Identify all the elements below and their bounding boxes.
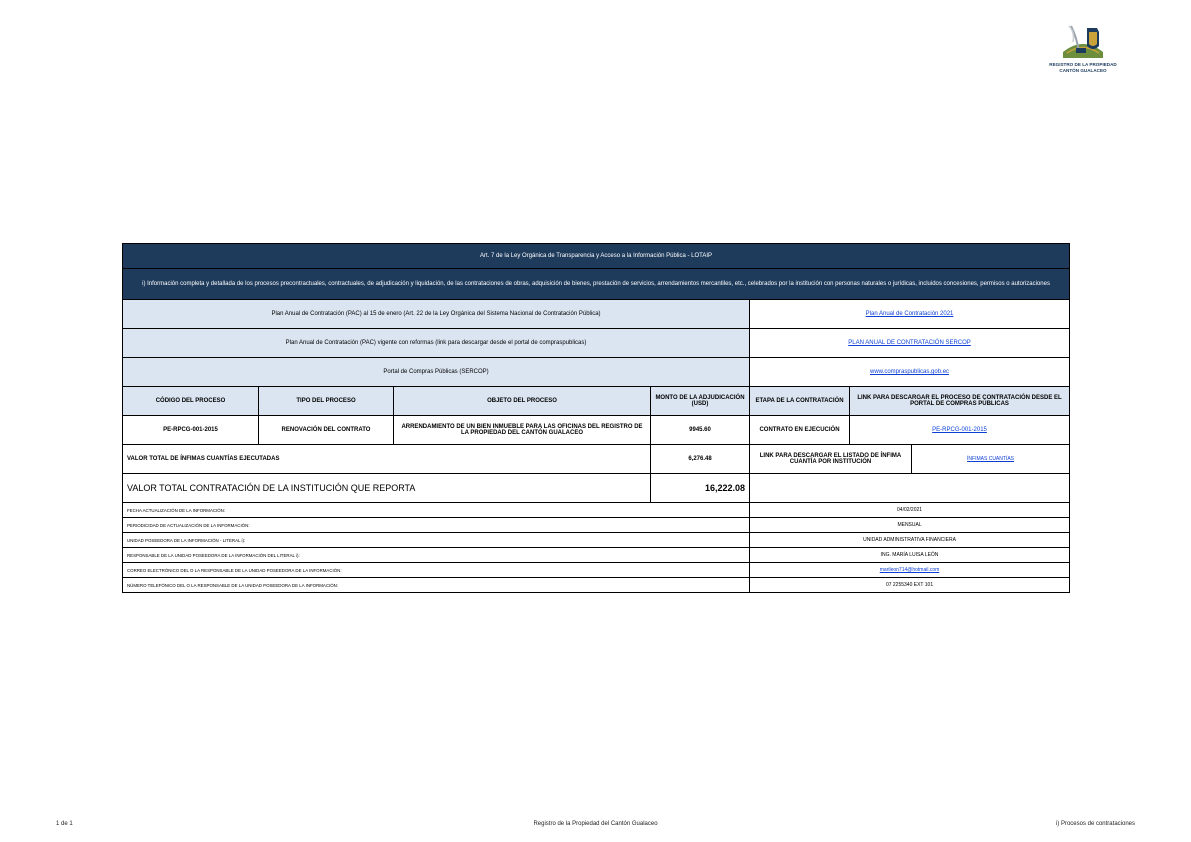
- pac-sercop-link[interactable]: PLAN ANUAL DE CONTRATACIÓN SERCOP: [848, 340, 971, 346]
- pac-label: Plan Anual de Contratación (PAC) al 15 de enero (Art. 22 de la Ley Orgánica del Sistema Nacional de Contratación Pública): [123, 300, 750, 329]
- meta-row: [123, 563, 1070, 578]
- portal-label: Portal de Compras Públicas (SERCOP): [123, 358, 750, 387]
- pac-link[interactable]: Plan Anual de Contratación 2021: [865, 311, 954, 317]
- law-title: Art. 7 de la Ley Orgánica de Transparencia y Acceso a la Información Pública - LOTAIP: [123, 244, 1070, 269]
- col-monto: MONTO DE LA ADJUDICACIÓN (USD): [651, 387, 750, 416]
- portal-cell: [750, 358, 1070, 387]
- pac-reformas-cell: [750, 329, 1070, 358]
- table-row: [123, 416, 1070, 445]
- meta-label-responsable: RESPONSABLE DE LA UNIDAD POSEEDORA DE LA INFORMACIÓN DEL LITERAL i):: [123, 548, 750, 563]
- meta-row: [123, 548, 1070, 563]
- meta-row: [123, 533, 1070, 548]
- total-row: [123, 474, 1070, 503]
- meta-label-fecha: FECHA ACTUALIZACIÓN DE LA INFORMACIÓN:: [123, 503, 750, 518]
- infimas-row: [123, 445, 1070, 474]
- compras-publicas-link[interactable]: www.compraspublicas.gob.ec: [870, 369, 950, 375]
- transparency-table: [122, 243, 1070, 593]
- infimas-link-cell: [912, 445, 1070, 474]
- infimas-link-label: LINK PARA DESCARGAR EL LISTADO DE ÍNFIMA CUANTÍA POR INSTITUCIÓN: [750, 445, 912, 474]
- meta-value-correo-cell: [750, 563, 1070, 578]
- meta-value-responsable: ING. MARÍA LUISA LEÓN: [750, 548, 1070, 563]
- meta-row: [123, 503, 1070, 518]
- meta-label-periodicidad: PERIODICIDAD DE ACTUALIZACIÓN DE LA INFORMACIÓN:: [123, 518, 750, 533]
- footer-section: i) Procesos de contrataciones: [1055, 821, 1135, 827]
- institution-logo: [1048, 22, 1118, 88]
- row-link-cell: [850, 416, 1070, 445]
- pac-cell: [750, 300, 1070, 329]
- email-link[interactable]: marileon714@hotmail.com: [879, 567, 940, 573]
- row-objeto: ARRENDAMIENTO DE UN BIEN INMUEBLE PARA LAS OFICINAS DEL REGISTRO DE LA PROPIEDAD DEL CANTÓN GUALACEO: [394, 416, 651, 445]
- col-link: LINK PARA DESCARGAR EL PROCESO DE CONTRATACIÓN DESDE EL PORTAL DE COMPRAS PÚBLICAS: [850, 387, 1070, 416]
- meta-label-correo: CORREO ELECTRÓNICO DEL O LA RESPONSABLE DE LA UNIDAD POSEEDORA DE LA INFORMACIÓN:: [123, 563, 750, 578]
- meta-value-unidad: UNIDAD ADMINISTRATIVA FINANCIERA: [750, 533, 1070, 548]
- meta-value-telefono: 07 2255340 EXT 101: [750, 578, 1070, 593]
- logo-line-2: CANTÓN GUALACEO: [1059, 67, 1107, 73]
- row-tipo: RENOVACIÓN DEL CONTRATO: [259, 416, 394, 445]
- registry-seal-icon: [1057, 22, 1109, 62]
- infimas-link[interactable]: ÍNFIMAS CUANTÍAS: [967, 456, 1014, 462]
- meta-label-unidad: UNIDAD POSEEDORA DE LA INFORMACIÓN - LITERAL i):: [123, 533, 750, 548]
- meta-label-telefono: NÚMERO TELEFÓNICO DEL O LA RESPONSABLE DE LA UNIDAD POSEEDORA DE LA INFORMACIÓN:: [123, 578, 750, 593]
- pac-reformas-label: Plan Anual de Contratación (PAC) vigente con reformas (link para descargar desde el portal de compraspublicas): [123, 329, 750, 358]
- logo-line-1: REGISTRO DE LA PROPIEDAD: [1049, 62, 1117, 67]
- literal-description: i) Información completa y detallada de los procesos precontractuales, contractuales, de adjudicación y liquidación, de las contrataciones de obras, adquisición de bienes, prestación de servicios, arrendamientos mercantiles, etc., celebrados por la institución con personas naturales o jurídicas, incluidos concesiones, permisos o autorizaciones: [123, 269, 1070, 300]
- col-codigo: CÓDIGO DEL PROCESO: [123, 387, 259, 416]
- process-link[interactable]: PE-RPCG-001-2015: [932, 427, 987, 433]
- infimas-value: 6,276.48: [651, 445, 750, 474]
- col-etapa: ETAPA DE LA CONTRATACIÓN: [750, 387, 850, 416]
- total-label: VALOR TOTAL CONTRATACIÓN DE LA INSTITUCIÓN QUE REPORTA: [123, 474, 651, 503]
- column-header-row: [123, 387, 1070, 416]
- total-empty: [750, 474, 1070, 503]
- row-codigo: PE-RPCG-001-2015: [123, 416, 259, 445]
- meta-row: [123, 518, 1070, 533]
- meta-value-periodicidad: MENSUAL: [750, 518, 1070, 533]
- col-objeto: OBJETO DEL PROCESO: [394, 387, 651, 416]
- footer-page-number: 1 de 1: [56, 821, 73, 827]
- meta-row: [123, 578, 1070, 593]
- total-value: 16,222.08: [651, 474, 750, 503]
- row-etapa: CONTRATO EN EJECUCIÓN: [750, 416, 850, 445]
- col-tipo: TIPO DEL PROCESO: [259, 387, 394, 416]
- row-monto: 9945.60: [651, 416, 750, 445]
- footer-institution: Registro de la Propiedad del Cantón Gualaceo: [533, 821, 658, 827]
- infimas-label: VALOR TOTAL DE ÍNFIMAS CUANTÍAS EJECUTADAS: [123, 445, 651, 474]
- meta-value-fecha: 04/02/2021: [750, 503, 1070, 518]
